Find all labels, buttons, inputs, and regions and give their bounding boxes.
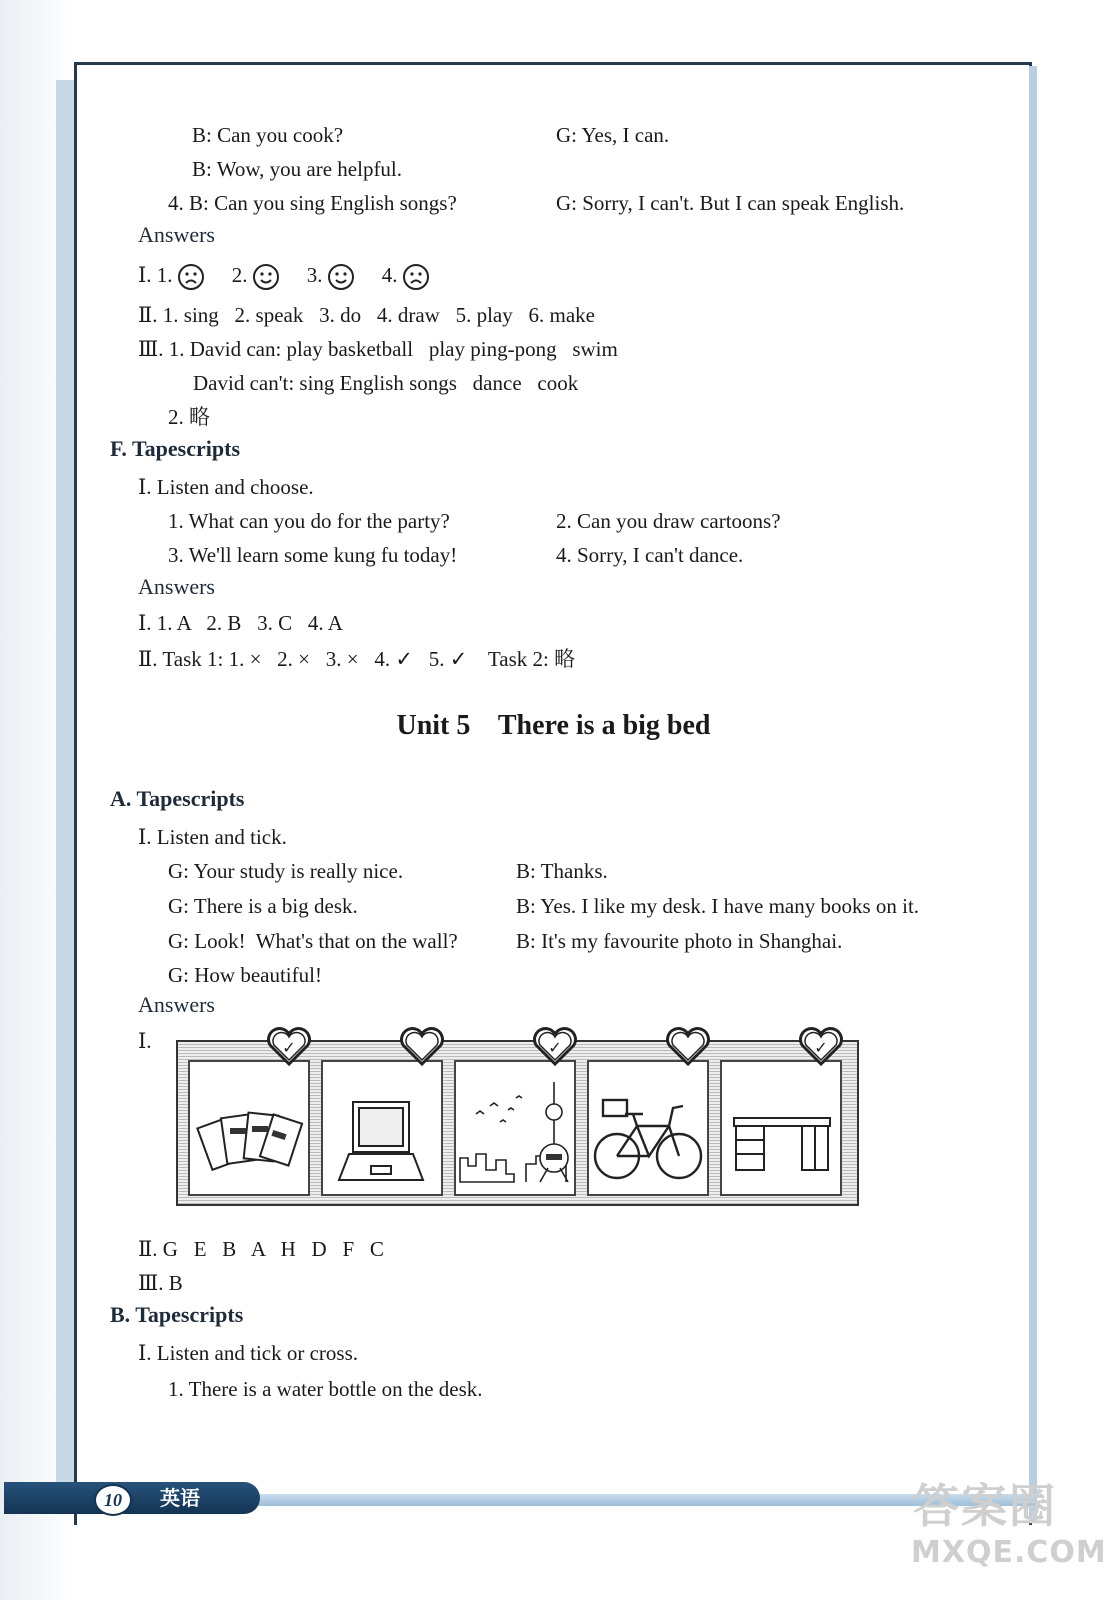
dialogue-line: G: Your study is really nice. — [168, 859, 404, 883]
section-f-heading: F. Tapescripts — [110, 436, 241, 461]
heart-tick-icon — [798, 1026, 844, 1066]
happy-face-icon — [252, 263, 280, 291]
section-b-heading: B. Tapescripts — [110, 1302, 244, 1327]
question-line: 3. We'll learn some kung fu today! — [168, 543, 458, 567]
dialogue-line: B: Thanks. — [516, 859, 608, 883]
answer-row: Ⅱ. Task 1: 1. × 2. × 3. × 4. ✓ 5. ✓ Task 2: 略 — [138, 647, 576, 671]
footer-bar — [4, 1482, 260, 1514]
heart-tick-icon — [532, 1026, 578, 1066]
desk-icon — [722, 1062, 840, 1194]
answer-text: Ⅰ. 1. — [138, 263, 173, 287]
answer-row: Ⅱ. G E B A H D F C — [138, 1237, 384, 1261]
question-line: 4. Sorry, I can't dance. — [556, 543, 744, 567]
happy-face-icon — [327, 263, 355, 291]
task-instruction: Ⅰ. Listen and choose. — [138, 475, 314, 499]
answer-text: 4. — [381, 263, 398, 287]
answer-row-1 — [138, 262, 430, 291]
answer-row-2: Ⅱ. 1. sing 2. speak 3. do 4. draw 5. play 6. make — [138, 303, 595, 327]
question-line: 2. Can you draw cartoons? — [556, 509, 781, 533]
section-a-heading: A. Tapescripts — [110, 786, 245, 811]
dialogue-line: B: It's my favourite photo in Shanghai. — [516, 929, 843, 953]
picture-strip — [176, 1040, 859, 1206]
books-icon — [190, 1062, 308, 1194]
task-instruction: Ⅰ. Listen and tick. — [138, 825, 287, 849]
watermark-url: MXQE.COM — [911, 1535, 1107, 1570]
answer-row-5: 2. 略 — [168, 405, 210, 429]
page-number: 10 — [94, 1484, 132, 1516]
frame-shadow — [1029, 66, 1037, 1522]
dialogue-line: G: Yes, I can. — [556, 123, 670, 147]
bike-picture — [587, 1060, 709, 1196]
bike-icon — [589, 1062, 707, 1194]
watermark — [905, 1478, 1107, 1588]
subject-label: 英语 — [160, 1486, 200, 1510]
desk-picture — [720, 1060, 842, 1196]
tower-icon — [456, 1062, 574, 1194]
answer-label: Ⅰ. — [138, 1029, 152, 1053]
task-instruction: Ⅰ. Listen and tick or cross. — [138, 1341, 358, 1365]
answer-row-3: Ⅲ. 1. David can: play basketball play ping-pong swim — [138, 337, 618, 361]
binding-strip — [56, 80, 74, 1500]
unit-title: Unit 5 There is a big bed — [396, 710, 711, 741]
question-line: 1. There is a water bottle on the desk. — [168, 1377, 483, 1401]
answers-heading: Answers — [138, 992, 215, 1017]
dialogue-line: G: There is a big desk. — [168, 894, 358, 918]
laptop-picture — [321, 1060, 443, 1196]
dialogue-line: G: Sorry, I can't. But I can speak English. — [556, 191, 905, 215]
books-picture — [188, 1060, 310, 1196]
tick-mark: ✓ — [814, 1038, 828, 1057]
answers-heading: Answers — [138, 574, 215, 599]
dialogue-line: G: Look! What's that on the wall? — [168, 929, 458, 953]
question-line: 1. What can you do for the party? — [168, 509, 450, 533]
shanghai-photo-picture — [454, 1060, 576, 1196]
answers-heading: Answers — [138, 222, 215, 247]
sad-face-icon — [402, 263, 430, 291]
watermark-text: 答案圈 — [913, 1479, 1057, 1533]
dialogue-line: B: Wow, you are helpful. — [192, 157, 403, 181]
answer-row: Ⅰ. 1. A 2. B 3. C 4. A — [138, 611, 343, 635]
answer-row-4: David can't: sing English songs dance cook — [193, 371, 579, 395]
dialogue-line: B: Can you cook? — [192, 123, 344, 147]
heart-tick-icon — [266, 1026, 312, 1066]
dialogue-line: B: Yes. I like my desk. I have many books on it. — [516, 894, 920, 918]
answer-row: Ⅲ. B — [138, 1271, 183, 1295]
answer-text: 2. — [231, 263, 248, 287]
dialogue-line: 4. B: Can you sing English songs? — [168, 191, 457, 215]
tick-mark: ✓ — [282, 1038, 296, 1057]
heart-icon — [665, 1026, 711, 1066]
laptop-icon — [323, 1062, 441, 1194]
tick-mark: ✓ — [548, 1038, 562, 1057]
answer-text: 3. — [306, 263, 323, 287]
heart-icon — [399, 1026, 445, 1066]
dialogue-line: G: How beautiful! — [168, 963, 322, 987]
sad-face-icon — [177, 263, 205, 291]
